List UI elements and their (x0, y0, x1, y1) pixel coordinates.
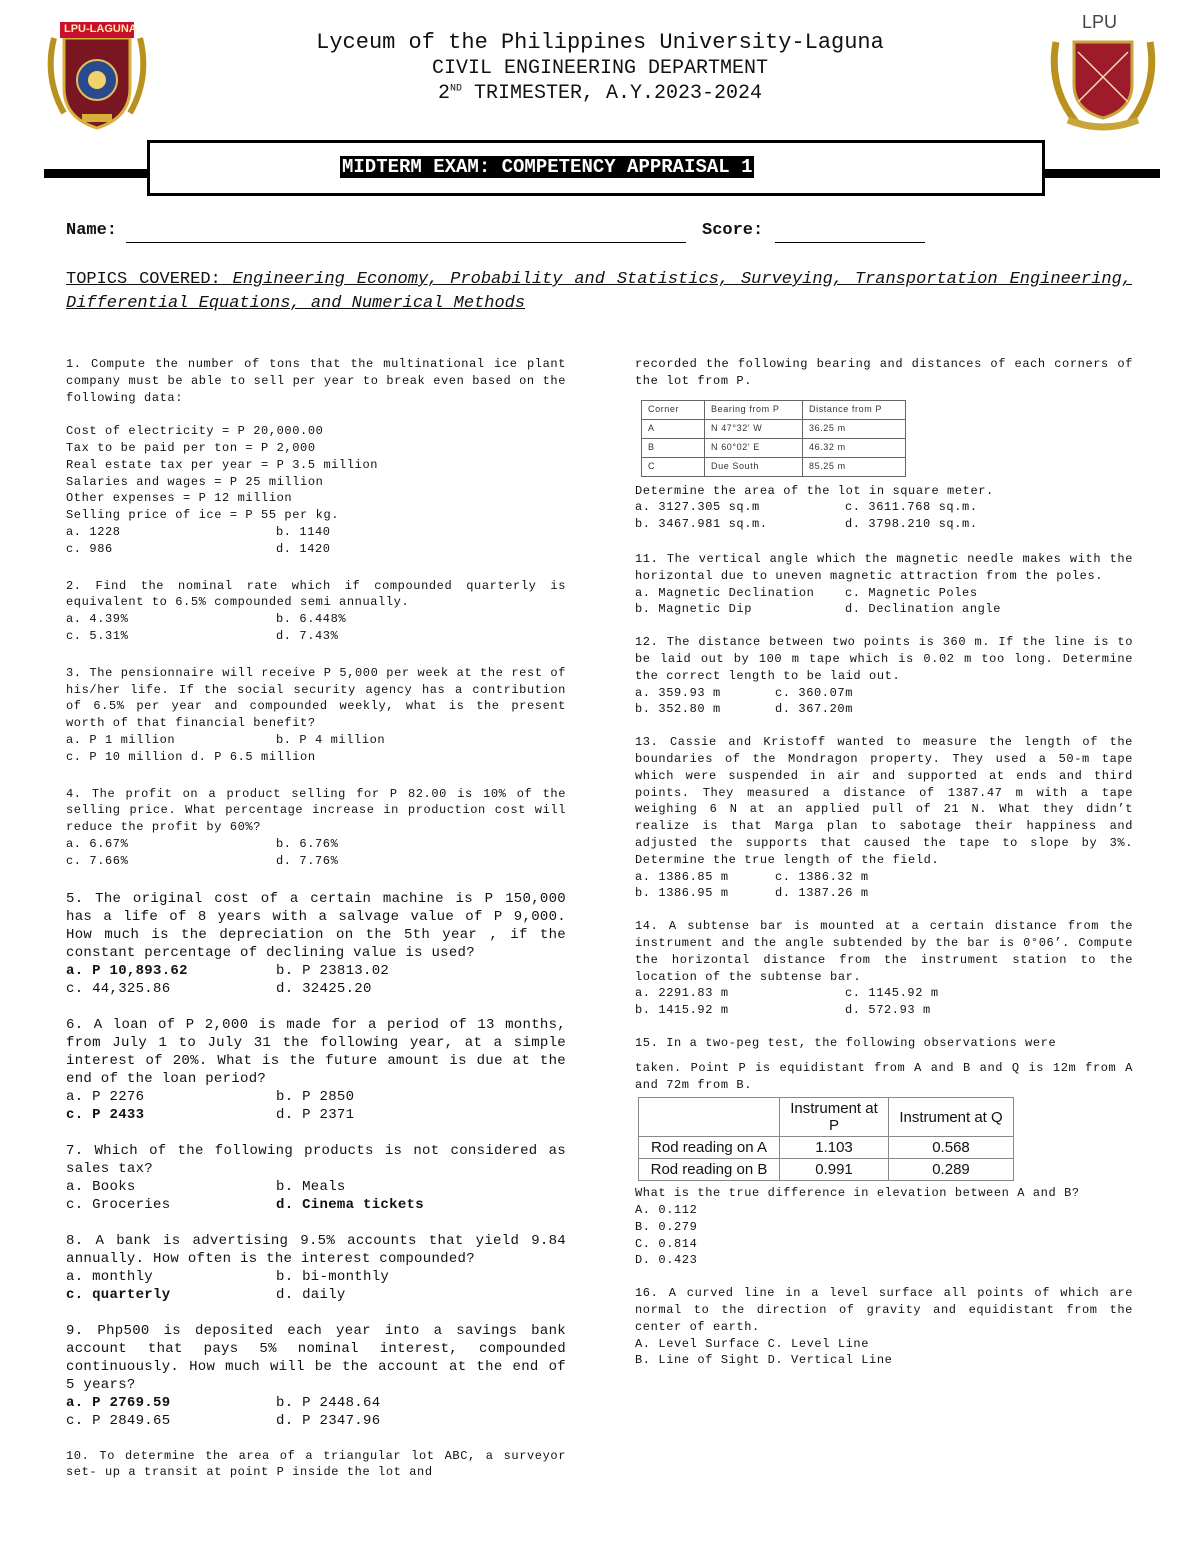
university-name: Lyceum of the Philippines University-Laguna (316, 30, 884, 55)
term-line: 2ND TRIMESTER, A.Y.2023-2024 (437, 82, 763, 105)
question-11: 11. The vertical angle which the magnetic needle makes with the horizontal due to uneven magnetic attraction from the poles. a. Magnetic Declination c. Magnetic Poles b. Magnetic Dip d. Declination angle (635, 551, 1133, 617)
two-peg-table: Instrument at P Instrument at Q Rod reading on A 1.103 0.568 Rod reading on B 0.991 0.289 (638, 1097, 1014, 1181)
logo-right-text: LPU (1082, 12, 1118, 32)
bearing-table: Corner Bearing from P Distance from P A N 47°32' W 36.25 m B N 60°02' E 46.32 m C Due South 85.25 m (641, 400, 906, 477)
exam-title: MIDTERM EXAM: COMPETENCY APPRAISAL 1 (342, 156, 753, 178)
left-column (66, 356, 566, 1495)
question-15: 15. In a two-peg test, the following observations were taken. Point P is equidistant from A and B and Q is 12m from A and 72m from B. Instrument at P Instrument at Q Rod reading on A 1.103 0.568 Rod reading on B 0.991 0.289 What is the true difference in elevation between A and B? A. 0.112 B. 0.279 C. 0.814 D. 0.423 (635, 1035, 1133, 1268)
topics-covered: TOPICS COVERED: Engineering Economy, Probability and Statistics, Surveying, Transportation Engineering, Differential Equations, and Numerical Methods (66, 270, 1133, 313)
question-3: 3. The pensionnaire will receive P 5,000 per week at the rest of his/her life. If the social security agency has a contribution of 6.5% per year and compounded weekly, what is the present worth of that financial benefit? a. P 1 million b. P 4 million c. P 10 million d. P 6.5 million (66, 665, 566, 764)
question-5: 5. The original cost of a certain machine is P 150,000 has a life of 8 years with a salvage value of P 9,000. How much is the depreciation on the 5th year , if the constant percentage of declining value is used? a. P 10,893.62 b. P 23813.02 c. 44,325.86 d. 32425.20 (66, 890, 566, 997)
question-10: 10. To determine the area of a triangular lot ABC, a surveyor set- up a transit at point P inside the lot and (66, 1448, 566, 1480)
question-2: 2. Find the nominal rate which if compounded quarterly is equivalent to 6.5% compounded semi annually. a. 4.39% b. 6.448% c. 5.31% d. 7.43% (66, 578, 566, 643)
question-16: 16. A curved line in a level surface all points of which are normal to the direction of gravity and equidistant from the center of earth. A. Level Surface C. Level Line B. Line of Sight D. Vertical Line (635, 1286, 1133, 1368)
question-10-continued: recorded the following bearing and distances of each corners of the lot from P. Corner Bearing from P Distance from P A N 47°32' W 36.25 m B N 60°02' E 46.32 m C Due South 85.25 m Determine the area of the lot in square meter. a. 3127.305 sq.m c. 3611.768 sq.m. b. 3467.981 sq.m. d. 3798.210 sq.m. (635, 357, 1133, 532)
question-7: 7. Which of the following products is not considered as sales tax? a. Books b. Meals c. Groceries d. Cinema tickets (66, 1142, 566, 1213)
name-field-line[interactable] (126, 242, 686, 243)
question-8: 8. A bank is advertising 9.5% accounts that yield 9.84 annually. How often is the interest compounded? a. monthly b. bi-monthly c. quarterly d. daily (66, 1232, 566, 1303)
question-1: 1. Compute the number of tons that the multinational ice plant company must be able to sell per year to break even based on the following data: Cost of electricity = P 20,000.00 Tax to be paid per ton = P 2,000 Real estate tax per year = P 3.5 million Salaries and wages = P 25 million Other expenses = P 12 million Selling price of ice = P 55 per kg. a. 1228 b. 1140 c. 986 d. 1420 (66, 357, 566, 556)
score-label: Score: (702, 221, 764, 240)
question-6: 6. A loan of P 2,000 is made for a period of 13 months, from July 1 to July 31 the following year, at a simple interest of 20%. What is the future amount is due at the end of the loan period? a. P 2276 b. P 2850 c. P 2433 d. P 2371 (66, 1016, 566, 1123)
score-field-line[interactable] (775, 242, 925, 243)
question-12: 12. The distance between two points is 360 m. If the line is to be laid out by 100 m tape which is 0.02 m too long. Determine the correct length to be laid out. a. 359.93 m c. 360.07m b. 352.80 m d. 367.20m (635, 635, 1133, 717)
question-9: 9. Php500 is deposited each year into a savings bank account that pays 5% nominal interest, compounded continuously. How much will be the account at the end of 5 years? a. P 2769.59 b. P 2448.64 c. P 2849.65 d. P 2347.96 (66, 1322, 566, 1429)
logo-left-text: LPU-LAGUNA (64, 23, 137, 35)
right-column (635, 356, 1133, 1383)
department-name: CIVIL ENGINEERING DEPARTMENT (431, 57, 769, 80)
question-13: 13. Cassie and Kristoff wanted to measure the length of the boundaries of the Mondragon property. They used a 50-m tape which were suspended in air and supported at ends and third points. They measured a distance of 1387.47 m with a tape weighing 6 N at an applied pull of 21 N. What they didn’t realize is that Marga plan to sabotage their happiness and adjusted the supports that caused the tape to slope by 3%. Determine the true length of the field. a. 1386.85 m c. 1386.32 m b. 1386.95 m d. 1387.26 m (635, 735, 1133, 901)
name-label: Name: (66, 221, 118, 240)
question-14: 14. A subtense bar is mounted at a certain distance from the instrument and the angle subtended by the bar is 0°06’. Compute the horizontal distance from the instrument station to the location of the subtense bar. a. 2291.83 m c. 1145.92 m b. 1415.92 m d. 572.93 m (635, 919, 1133, 1018)
question-4: 4. The profit on a product selling for P 82.00 is 10% of the selling price. What percentage increase in production cost will reduce the profit by 60%? a. 6.67% b. 6.76% c. 7.66% d. 7.76% (66, 786, 566, 868)
